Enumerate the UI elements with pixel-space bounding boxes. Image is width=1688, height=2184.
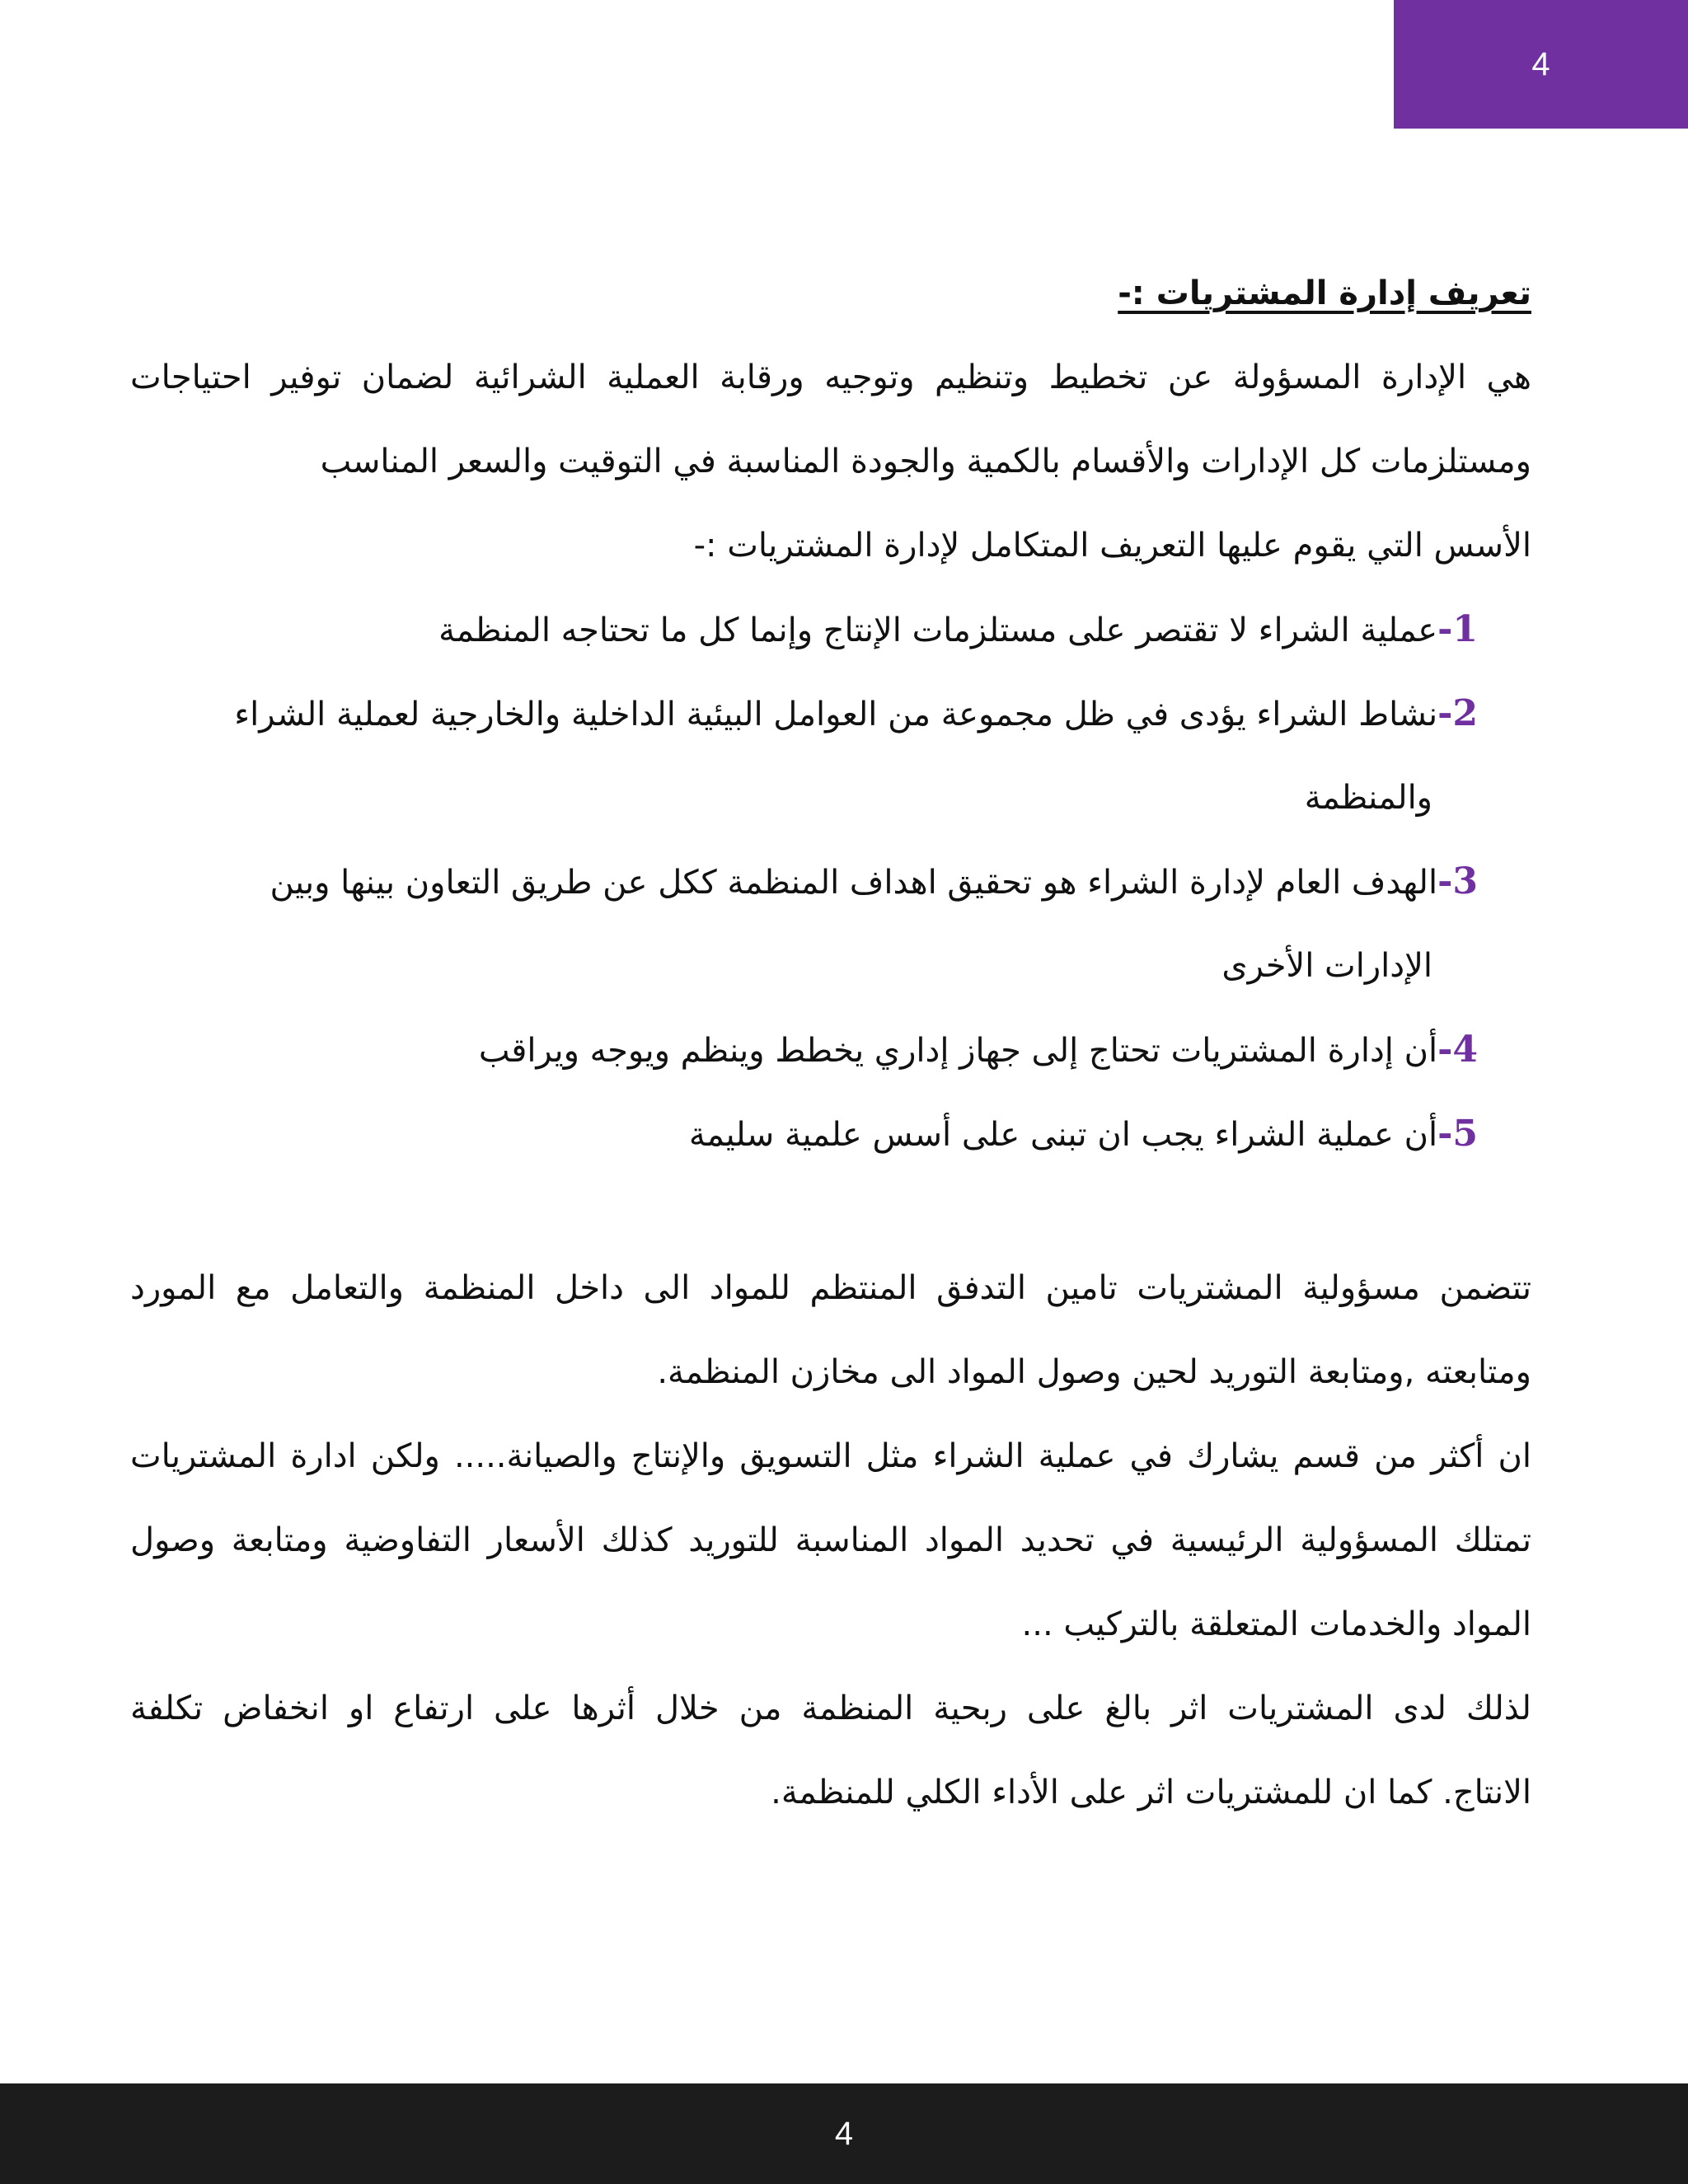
- paragraph-2-line-2: تمتلك المسؤولية الرئيسية في تحديد المواد المناسبة للتوريد كذلك الأسعار التفاوضية ومتابعة وصول: [130, 1521, 1531, 1559]
- list-item-dash: -: [1437, 692, 1453, 734]
- list-item-text: عملية الشراء لا تقتصر على مستلزمات الإنتاج وإنما كل ما تحتاجه المنظمة: [438, 612, 1438, 649]
- page-number-top: 4: [1531, 45, 1550, 82]
- list-item: [130, 1092, 1531, 1176]
- list-item-number: 3: [1452, 860, 1478, 902]
- list-item: [130, 840, 1531, 924]
- list-item: [130, 672, 1531, 756]
- paragraph-2-line-1: ان أكثر من قسم يشارك في عملية الشراء مثل التسويق والإنتاج والصيانة..... ولكن ادارة المشتريات: [130, 1437, 1531, 1475]
- page-footer: [0, 2083, 1688, 2184]
- paragraph-1-line-2: ومتابعته ,ومتابعة التوريد لحين وصول المواد الى مخازن المنظمة.: [657, 1353, 1531, 1391]
- page-number-tab: [1394, 0, 1688, 129]
- paragraph-3-line-2: الانتاج. كما ان للمشتريات اثر على الأداء الكلي للمنظمة.: [771, 1774, 1531, 1811]
- list-item-text: نشاط الشراء يؤدى في ظل مجموعة من العوامل البيئية الداخلية والخارجية لعملية الشراء: [234, 696, 1438, 733]
- list-item-number: 2: [1452, 692, 1478, 734]
- principles-intro: الأسس التي يقوم عليها التعريف المتكامل لإدارة المشتريات :-: [693, 527, 1531, 565]
- list-item: [130, 588, 1531, 672]
- list-item-number: 1: [1452, 608, 1478, 650]
- paragraph-spacer: [130, 1176, 1531, 1246]
- list-item-text: أن إدارة المشتريات تحتاج إلى جهاز إداري يخطط وينظم ويوجه ويراقب: [478, 1032, 1438, 1070]
- definition-line-1: هي الإدارة المسؤولة عن تخطيط وتنظيم وتوجيه ورقابة العملية الشرائية لضمان توفير احتياجات: [130, 359, 1531, 396]
- document-body: [130, 251, 1531, 1835]
- section-heading: تعريف إدارة المشتريات :-: [1118, 274, 1531, 312]
- list-item-number: 5: [1452, 1113, 1478, 1155]
- list-item-text: أن عملية الشراء يجب ان تبنى على أسس علمية سليمة: [688, 1116, 1438, 1154]
- list-item-text: الهدف العام لإدارة الشراء هو تحقيق اهداف المنظمة ككل عن طريق التعاون بينها وبين: [270, 864, 1438, 902]
- definition-line-2: ومستلزمات كل الإدارات والأقسام بالكمية والجودة المناسبة في التوقيت والسعر المناسب: [320, 443, 1531, 480]
- list-item-dash: -: [1437, 1029, 1453, 1071]
- paragraph-3-line-1: لذلك لدى المشتريات اثر بالغ على ربحية المنظمة من خلال أثرها على ارتفاع او انخفاض تكلفة: [130, 1690, 1531, 1727]
- paragraph-1-line-1: تتضمن مسؤولية المشتريات تامين التدفق المنتظم للمواد الى داخل المنظمة والتعامل مع المورد: [130, 1269, 1531, 1307]
- list-item-dash: -: [1437, 608, 1453, 650]
- paragraph-2-line-3: المواد والخدمات المتعلقة بالتركيب ...: [1021, 1605, 1531, 1643]
- list-item-continuation: والمنظمة: [1304, 779, 1432, 817]
- list-item-number: 4: [1452, 1029, 1478, 1071]
- page-number-bottom: 4: [834, 2115, 854, 2152]
- list-item: [130, 1008, 1531, 1092]
- list-item-continuation: الإدارات الأخرى: [1221, 947, 1432, 985]
- list-item-dash: -: [1437, 1113, 1453, 1155]
- list-item-dash: -: [1437, 860, 1453, 902]
